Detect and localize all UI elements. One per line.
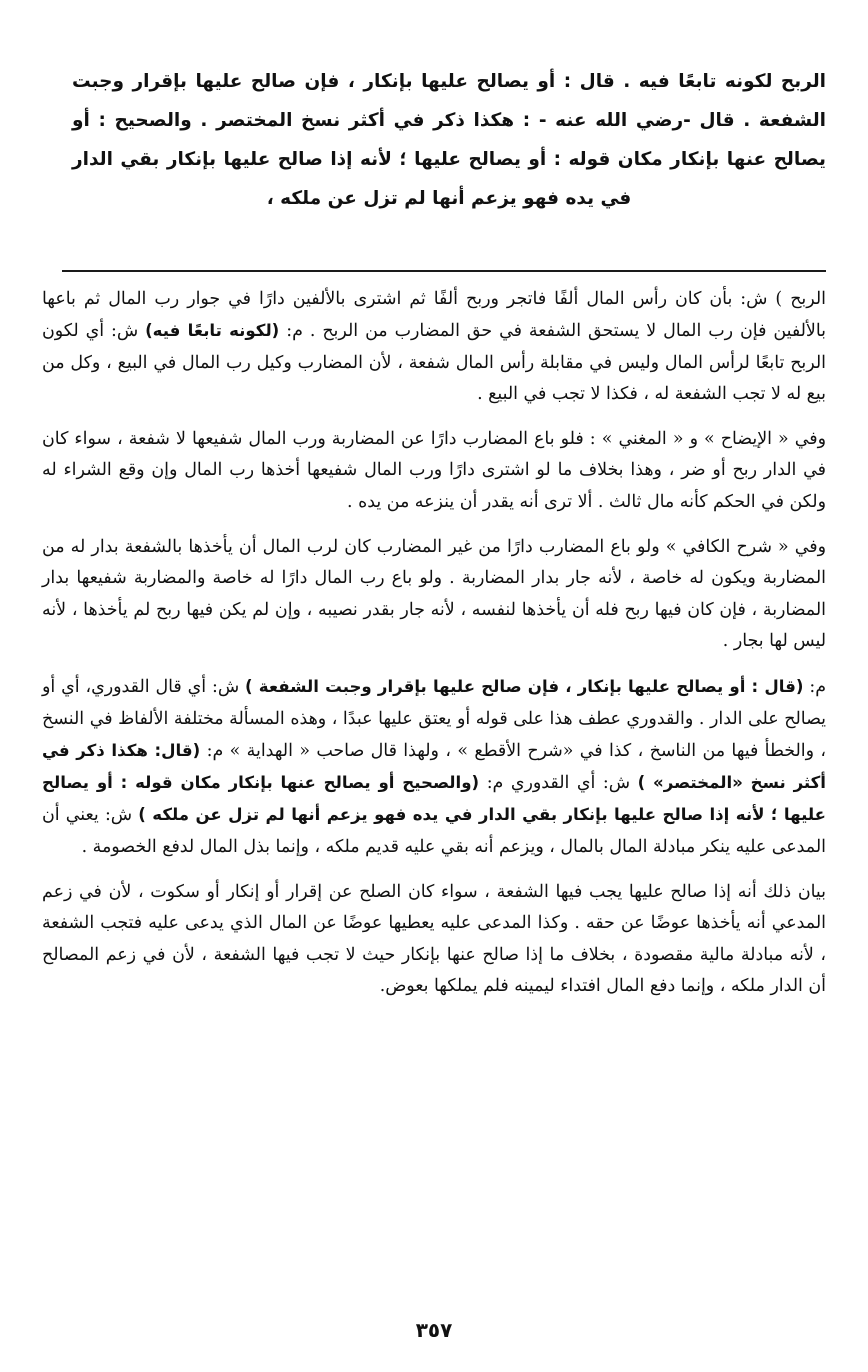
commentary-text: وفي « الإيضاح » و « المغني » : فلو باع المضارب دارًا عن المضاربة ورب المال شفيعها لا شفعة ، سواء كان في الدار ربح أو ضر ، وهذا بخلاف ما لو اشترى دارًا ورب المال شفيعها أخذها رب المال وإن وقع الشراء له ولكن في الحكم كأنه مال ثالث . ألا ترى أنه يقدر أن ينزعه من يده . [42, 429, 826, 512]
commentary-block [42, 284, 826, 1002]
commentary-paragraph-1 [42, 284, 826, 410]
commentary-text: ش: أي لكون الربح تابعًا لرأس المال وليس في مقابلة رأس المال شفعة ، لأن المضارب وكيل رب المال في البيع ، وكل من بيع له لا تجب الشفعة له ، فكذا لا تجب في البيع . [42, 321, 826, 404]
separator-rule [62, 270, 826, 272]
commentary-text: ش: أي القدوري م: [479, 773, 638, 794]
matn-quote: (والصحيح أو يصالح عنها بإنكار مكان قوله : أو يصالح عليها ؛ لأنه إذا صالح عليها بإنكار بقي الدار في يده فهو يزعم أنها لم تزل عن ملكه ) [42, 773, 827, 825]
matn-quote: (لكونه تابعًا فيه) [145, 321, 280, 341]
commentary-text: بيان ذلك أنه إذا صالح عليها يجب فيها الشفعة ، سواء كان الصلح عن إقرار أو إنكار أو سكوت ، لأن في زعم المدعي أنه يأخذها عوضًا عن حقه . وكذا المدعى عليه يعطيها عوضًا عن المال الذي يدعى عليه فتجب الشفعة ، لأنه مبادلة مالية مقصودة ، بخلاف ما إذا صالح عنها بإنكار حيث لا تجب فيها الشفعة ، لأن في زعم المصالح أن الدار ملكه ، وإنما دفع المال افتداء ليمينه فلم يملكها بعوض. [42, 882, 826, 996]
matn-quote: (قال : أو يصالح عليها بإنكار ، فإن صالح عليها بإقرار وجبت الشفعة ) [245, 677, 804, 697]
matn-quote: (قال: هكذا ذكر في أكثر نسخ «المختصر» ) [42, 740, 826, 793]
matn-paragraph: الربح لكونه تابعًا فيه . قال : أو يصالح عليها بإنكار ، فإن صالح عليها بإقرار وجبت الشفعة . قال -رضي الله عنه - : هكذا ذكر في أكثر نسخ المختصر . والصحيح : أو يصالح عنها بإنكار مكان قوله : أو يصالح عليها ؛ لأنه إذا صالح عليها بإنكار بقي الدار في يده فهو يزعم أنها لم تزل عن ملكه ، [72, 71, 826, 209]
commentary-text: الربح ) ش: بأن كان رأس المال ألفًا فاتجر وربح ألفًا ثم اشترى بالألفين دارًا في جوار رب المال ثم باعها بالألفين فإن رب المال لا يستحق الشفعة في حق المضارب من الربح . م: [42, 289, 826, 342]
commentary-text: وفي « شرح الكافي » ولو باع المضارب دارًا من غير المضارب كان لرب المال أن يأخذها بالشفعة بدار له من المضاربة ويكون له خاصة ، لأنه جار بدار المضاربة . ولو باع رب المال دارًا له خاصة والمضاربة شفيعها بدار المضاربة ، فإن كان فيها ربح فله أن يأخذها لنفسه ، لأنه جار بقدر نصيبه ، وإن لم يكن فيها ربح لم يأخذها ، لأنه ليس لها بجار . [42, 537, 826, 651]
commentary-paragraph-5 [42, 877, 826, 1002]
commentary-text: م: [803, 677, 826, 698]
matn-text-block [72, 62, 826, 218]
commentary-paragraph-4 [42, 671, 826, 863]
commentary-paragraph-3 [42, 532, 826, 657]
commentary-text: ش: يعني أن المدعى عليه ينكر مبادلة المال بالمال ، ويزعم أنه بقي عليه قديم ملكه ، وإنما بذل المال لدفع الخصومة . [42, 805, 826, 857]
commentary-text: ش: أي قال القدوري، أي أو يصالح على الدار . والقدوري عطف هذا على قوله أو يعتق عليها عبدًا ، وهذه المسألة مختلفة الألفاظ في النسخ ، والخطأ فيها من الناسخ ، كذا في «شرح الأقطع » ، ولهذا قال صاحب « الهداية » م: [42, 677, 826, 761]
page-number: ٣٥٧ [415, 1318, 453, 1342]
commentary-paragraph-2 [42, 424, 826, 518]
